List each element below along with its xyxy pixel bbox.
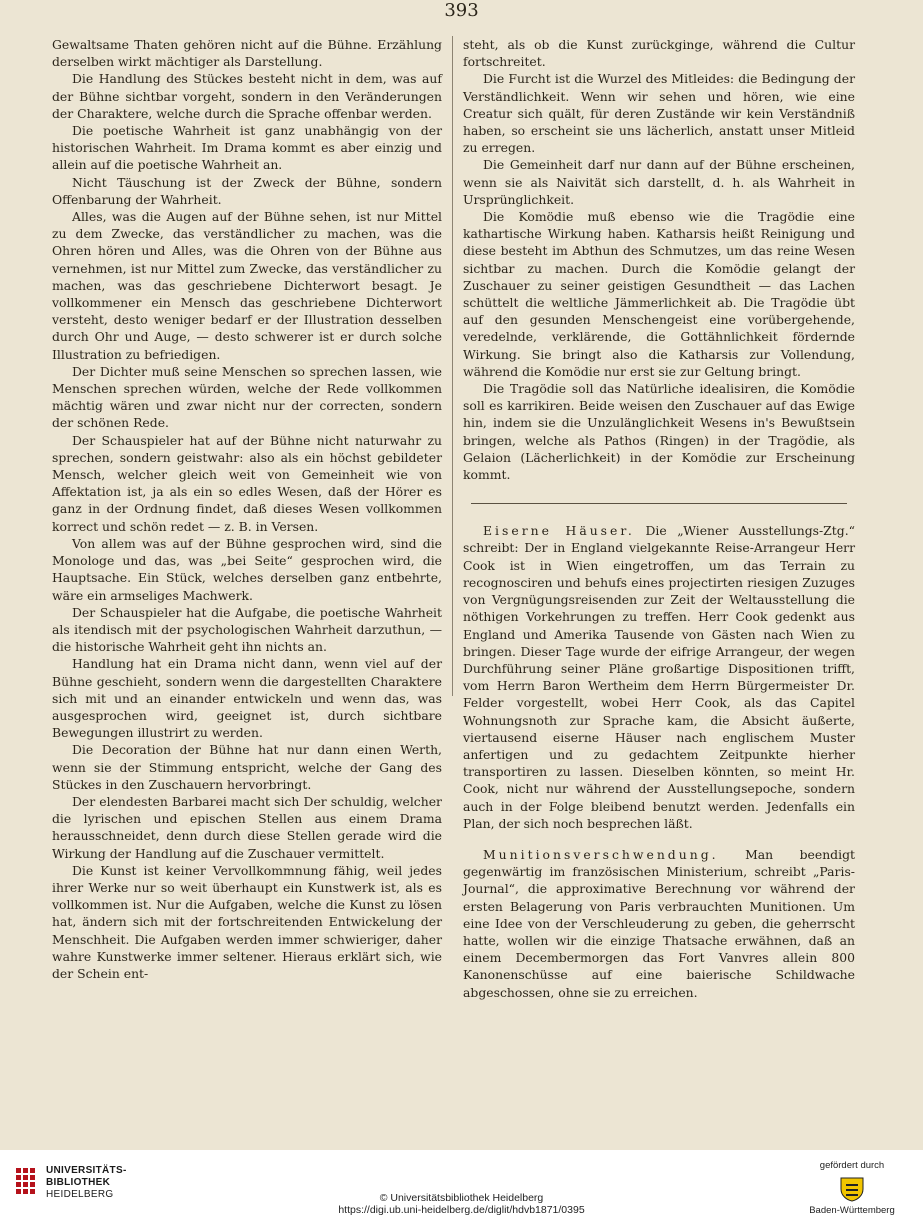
paragraph: Der Dichter muß seine Menschen so sprechen lassen, wie Menschen sprechen würden, welche der Rede vollkommen mächtig wären und zwar nicht nur der correcten, sondern der schönen Rede.	[52, 363, 442, 431]
article-body: Man beendigt gegenwärtig im französischen Ministerium, schreibt „Paris-Journal“, die approximative Berechnung vor während der ersten Belagerung von Paris verbrauchten Munitionen. Um eine Idee von der Verschleuderung zu geben, die geherrscht hatte, wollen wir die einzige Thatsache erwähnen, daß an einem Decembermorgen das Fort Vanvres allein 800 Kanonenschüsse auf eine baierische Schildwache abgeschossen, ohne sie zu erreichen.	[463, 846, 855, 1000]
paragraph: Der elendesten Barbarei macht sich Der schuldig, welcher die lyrischen und epischen Stellen aus einem Drama herausschneidet, denn durch diese Stellen gerade wird die Wirkung der Handlung auf die Zuschauer vermittelt.	[52, 793, 442, 861]
footer-bar	[0, 1150, 923, 1217]
university-name: UNIVERSITÄTS- BIBLIOTHEK HEIDELBERG	[46, 1165, 127, 1200]
copyright-text: © Universitätsbibliothek Heidelberg	[379, 1192, 544, 1204]
paragraph: Der Schauspieler hat auf der Bühne nicht naturwahr zu sprechen, sondern geistwahr: also als ein höchst gebildeter Mensch, welcher gleich weit von Gemeinheit wie von Affektation ist, ja als ein so edles Wesen, daß der Hörer es ganz in der Ordnung findet, daß dieses Wesen vollkommen korrect und schön redet — z. B. in Versen.	[52, 432, 442, 534]
paragraph: Von allem was auf der Bühne gesprochen wird, sind die Monologe und das, was „bei Seite“ gesprochen wird, die Hauptsache. Ein Stück, welches derselben ganz entbehrte, wäre ein armseliges Machwerk.	[52, 535, 442, 603]
paragraph: Nicht Täuschung ist der Zweck der Bühne, sondern Offenbarung der Wahrheit.	[52, 174, 442, 207]
paragraph: Alles, was die Augen auf der Bühne sehen, ist nur Mittel zu dem Zwecke, das verständlicher zu machen, was die Ohren hören und Alles, was die Ohren von der Bühne aus vernehmen, ist nur Mittel zum Zwecke, das verständlicher zu machen, was das geschriebene Dichterwort besagt. Je vollkommener ein Mensch das geschriebene Dichterwort versteht, desto weniger bedarf er der Illustration desselben durch Ohr und Auge, — desto schwerer ist er durch solche Illustration zu befriedigen.	[52, 209, 442, 362]
paragraph: Die Gemeinheit darf nur dann auf der Bühne erscheinen, wenn sie als Naivität sich darstellt, d. h. als Wahrheit in Ursprünglichkeit.	[463, 157, 855, 207]
paragraph: Die Komödie muß ebenso wie die Tragödie eine kathartische Wirkung haben. Katharsis heißt Reinigung und diese besteht im Abthun des Schmutzes, um das reine Wesen sichtbar zu machen. Durch die Komödie gelangt der Zuschauer zu seiner geistigen Gesundtheit — das Lachen schüttelt die weltliche Jämmerlichkeit ab. Die Tragödie übt auf den gesunden Menschengeist eine vorübergehende, veredelnde, verklärende, die Gottähnlichkeit fördernde Wirkung. Sie bringt also die Katharsis zur Vollendung, während die Komödie nur erst sie zur Geltung bringt.	[463, 209, 855, 379]
copyright-notice	[0, 1192, 923, 1216]
paragraph: Der Schauspieler hat die Aufgabe, die poetische Wahrheit als itendisch mit der psychologischen Wahrheit darzuthun, — die historische Wahrheit geht ihn nichts an.	[52, 604, 442, 655]
paragraph: Die Furcht ist die Wurzel des Mitleides: die Bedingung der Verständlichkeit. Wenn wir sehen und hören, wie eine Creatur sich quält, für deren Zustände wir kein Verständniß haben, so erscheint sie uns lächerlich, anstatt unser Mitleid zu erregen.	[463, 71, 855, 156]
funding-logo	[797, 1160, 907, 1216]
paragraph: Die Decoration der Bühne hat nur dann einen Werth, wenn sie der Stimmung entspricht, welche der Gang des Stückes in den Zuschauern hervorbringt.	[52, 742, 442, 792]
paragraph: Die Tragödie soll das Natürliche idealisiren, die Komödie soll es karrikiren. Beide weisen den Zuschauer auf das Ewige hin, indem sie die Unzulänglichkeit Wesens in's Bewußtsein bringen, welche als Pathos (Ringen) in der Tragödie, als Gelaion (Lächerlichkeit) in der Komödie zur Erscheinung kommt.	[463, 381, 855, 483]
article-body: Die „Wiener Ausstellungs-Ztg.“ schreibt: Der in England vielgekannte Reise-Arrangeur Herr Cook ist in Wien eingetroffen, um das Terrain zu recognosciren und behufs eines projectirten riesigen Zuzuges von Vergnügungsreisenden zur Zeit der Weltausstellung die nöthigen Vorkehrungen zu treffen. Herr Cook gedenkt aus England und Amerika Tausende von Gästen nach Wien zu bringen. Dieser Tage wurde der eifrige Arrangeur, der wegen Durchführung seiner Pläne großartige Dispositionen trifft, vom Herrn Baron Wertheim dem Herrn Bürgermeister Dr. Felder vorgestellt, wobei Herr Cook, als das Capitel Wohnungsnoth zur Sprache kam, die Absicht äußerte, viertausend eiserne Häuser nach englischem Muster anfertigen und zu gedachtem Zeitpunkte hierher transportiren zu lassen. Dieselben könnten, so meint Hr. Cook, nicht nur während der Ausstellungsepoche, sondern auch in der Folge bleibend benutzt werden. Jedenfalls ein Plan, der sich noch besprechen läßt.	[463, 523, 855, 831]
right-column	[463, 36, 855, 1001]
permalink[interactable]: https://digi.ub.uni-heidelberg.de/diglit/hdvb1871/0395	[338, 1204, 585, 1216]
paragraph: Gewaltsame Thaten gehören nicht auf die Bühne. Erzählung derselben wirkt mächtiger als Darstellung.	[52, 37, 442, 70]
article-munitionsverschwendung	[463, 846, 855, 1001]
article-heading: Munitionsverschwendung.	[483, 846, 719, 862]
page-number: 393	[444, 0, 479, 21]
section-rule	[471, 503, 847, 504]
article-eiserne-haeuser	[463, 522, 855, 832]
coat-of-arms-icon	[838, 1175, 866, 1203]
column-divider	[452, 36, 453, 696]
paragraph: Die poetische Wahrheit ist ganz unabhängig von der historischen Wahrheit. Im Drama kommt es aber einzig und allein auf die poetische Wahrheit an.	[52, 123, 442, 173]
paragraph-continuation: steht, als ob die Kunst zurückginge, während die Cultur fortschreitet.	[463, 37, 855, 70]
funder-name: Baden-Württemberg	[809, 1205, 895, 1216]
paragraph: Die Handlung des Stückes besteht nicht in dem, was auf der Bühne sichtbar vorgeht, sondern in den Veränderungen der Charaktere, welche durch die Sprache offenbar werden.	[52, 71, 442, 121]
article-heading: Eiserne Häuser.	[483, 523, 635, 539]
paragraph: Handlung hat ein Drama nicht dann, wenn viel auf der Bühne geschieht, sondern wenn die dargestellten Charaktere sich mit und an einander entwickeln und wenn das, was ausgesprochen wird, geeignet ist, durch sichtbare Bewegungen illustrirt zu werden.	[52, 656, 442, 741]
left-column	[52, 36, 442, 982]
paragraph: Die Kunst ist keiner Vervollkommnung fähig, weil jedes ihrer Werke nur so weit überhaupt ein Kunstwerk ist, als es vollkommen ist. Nur die Aufgaben, welche die Kunst zu lösen hat, ändern sich mit der fortschreitenden Entwickelung der Menschheit. Die Aufgaben werden immer schwieriger, daher wahre Kunstwerke immer seltener. Hieraus erklärt sich, wie der Schein ent-	[52, 862, 442, 981]
funded-by-label: gefördert durch	[819, 1160, 885, 1171]
